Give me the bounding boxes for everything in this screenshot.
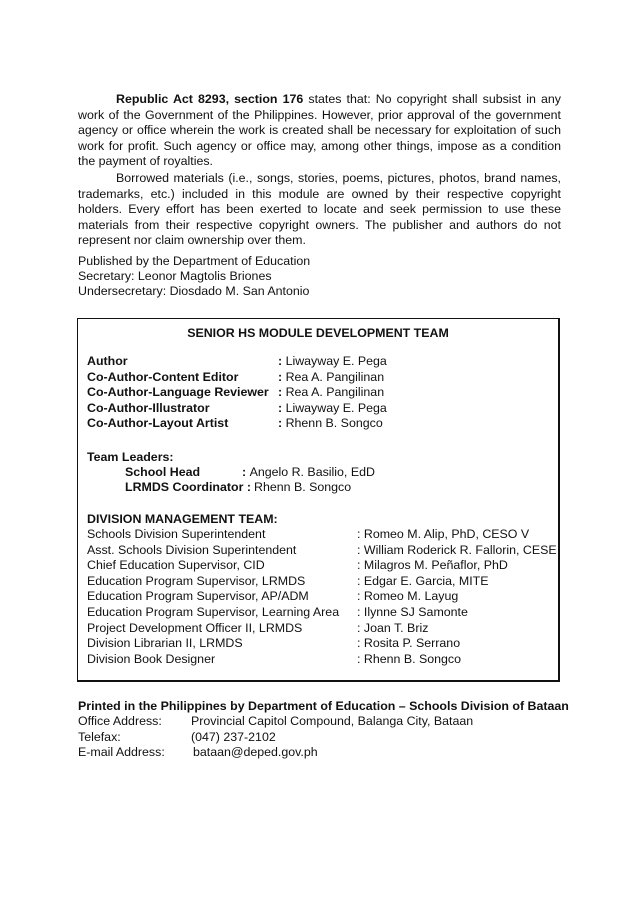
- lrmds-coordinator-name: Rhenn B. Songco: [254, 480, 352, 494]
- school-head-value: [242, 465, 375, 481]
- division-role: Division Librarian II, LRMDS: [87, 636, 243, 651]
- author-name: [278, 416, 383, 432]
- author-name: [278, 354, 387, 370]
- division-member-name: : Rhenn B. Songco: [357, 651, 462, 666]
- author-role: Co-Author-Illustrator: [87, 400, 210, 415]
- contact-label: E-mail Address:: [78, 745, 165, 760]
- division-role: Education Program Supervisor, Learning Area: [87, 605, 340, 619]
- undersecretary: Undersecretary: Diosdado M. San Antonio: [78, 284, 310, 298]
- author-name: [278, 401, 387, 417]
- division-member-name: : Edgar E. Garcia, MITE: [357, 573, 489, 588]
- division-member-name: : Joan T. Briz: [357, 620, 429, 635]
- division-member-name: : Milagros M. Peñaflor, PhD: [357, 558, 508, 573]
- school-head-name: Angelo R. Basilio, EdD: [249, 465, 375, 479]
- author-name-text: Liwayway E. Pega: [285, 400, 387, 415]
- development-team-box: [77, 318, 560, 682]
- division-role: Chief Education Supervisor, CID: [87, 558, 265, 573]
- author-role: Co-Author-Language Reviewer: [87, 385, 269, 400]
- author-role: Co-Author-Layout Artist: [87, 416, 229, 431]
- lrmds-coordinator-label: LRMDS Coordinator :: [125, 480, 251, 494]
- copyright-text: states that: No copyright shall subsist in any work of the Government of the Philippines. However, prior approval of the government agency or office wherein the work is created shall be necessary for exploitation of such work for profit. Such agency or office may, among other things, impose as a condition the payment of royalties.: [78, 92, 562, 169]
- author-separator: :: [278, 385, 286, 400]
- contact-value: (047) 237-2102: [191, 729, 276, 744]
- division-role: Schools Division Superintendent: [87, 527, 266, 541]
- author-name: [278, 370, 384, 386]
- author-name: [278, 385, 384, 401]
- contact-value: Provincial Capitol Compound, Balanga City, Bataan: [191, 714, 474, 728]
- division-role: Education Program Supervisor, AP/ADM: [87, 589, 309, 604]
- team-box-title: SENIOR HS MODULE DEVELOPMENT TEAM: [187, 326, 449, 340]
- contact-label: Office Address:: [78, 714, 162, 728]
- author-separator: :: [278, 354, 286, 368]
- secretary: Secretary: Leonor Magtolis Briones: [78, 269, 272, 283]
- division-member-name: : Ilynne SJ Samonte: [357, 605, 468, 619]
- contact-label: Telefax:: [78, 729, 121, 744]
- author-role: Co-Author-Content Editor: [87, 369, 239, 384]
- copyright-law-reference: Republic Act 8293, section 176: [116, 92, 304, 106]
- published-by: Published by the Department of Education: [78, 254, 311, 268]
- division-role: Project Development Officer II, LRMDS: [87, 620, 303, 635]
- division-member-name: : Romeo M. Alip, PhD, CESO V: [357, 527, 530, 541]
- division-team-heading: DIVISION MANAGEMENT TEAM:: [87, 512, 278, 526]
- division-member-name: : William Roderick R. Fallorin, CESE: [357, 542, 557, 557]
- division-role: Division Book Designer: [87, 651, 216, 666]
- author-separator: :: [278, 400, 286, 415]
- author-name-text: Rhenn B. Songco: [285, 416, 383, 431]
- division-member-name: : Romeo M. Layug: [357, 589, 459, 604]
- author-name-text: Liwayway E. Pega: [285, 354, 387, 368]
- printed-heading: Printed in the Philippines by Department of Education – Schools Division of Bataan: [78, 699, 569, 713]
- author-separator: :: [278, 369, 286, 384]
- division-member-name: : Rosita P. Serrano: [357, 636, 461, 651]
- contact-value: bataan@deped.gov.ph: [193, 745, 318, 760]
- author-role: Author: [87, 354, 128, 368]
- school-head-separator: :: [242, 465, 250, 479]
- school-head-label: School Head: [125, 465, 201, 479]
- author-name-text: Rea A. Pangilinan: [285, 385, 385, 400]
- copyright-paragraph: [78, 92, 561, 170]
- author-name-text: Rea A. Pangilinan: [285, 369, 385, 384]
- division-role: Asst. Schools Division Superintendent: [87, 542, 297, 557]
- borrowed-materials-paragraph: Borrowed materials (i.e., songs, stories, poems, pictures, photos, brand names, trademarks, etc.) included in this module are owned by their respective copyright holders. Every effort has been exerted to locate and seek permission to use these materials from their respective copyright owners. The publisher and authors do not represent nor claim ownership over them.: [78, 171, 561, 248]
- author-separator: :: [278, 416, 286, 431]
- division-role: Education Program Supervisor, LRMDS: [87, 573, 306, 588]
- team-leaders-heading: Team Leaders:: [87, 450, 174, 464]
